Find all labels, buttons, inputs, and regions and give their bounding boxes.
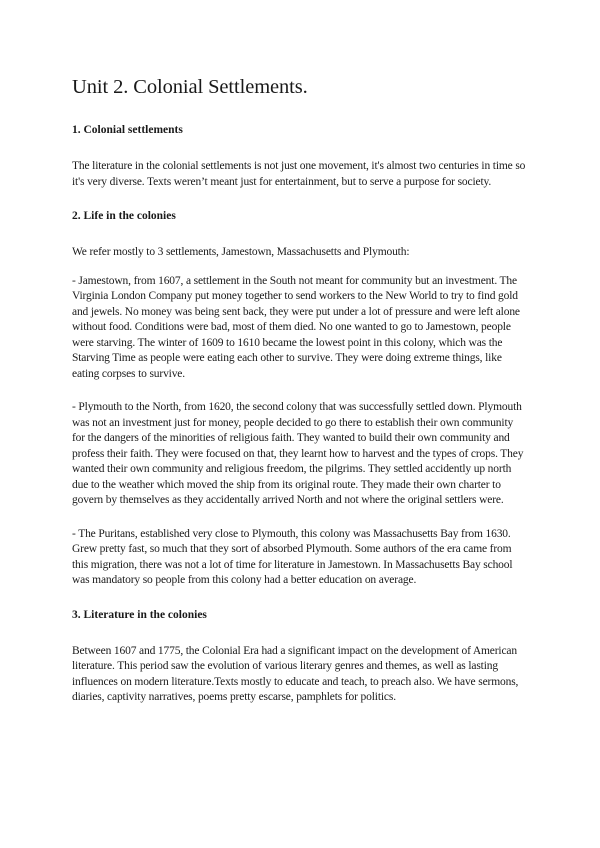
paragraph: The literature in the colonial settlements is not just one movement, it's almost two centuries in time so it's very diverse. Texts weren’t meant just for entertainment, but to serve a purpose for society. xyxy=(72,160,526,188)
section-heading-life-in-the-colonies: 2. Life in the colonies xyxy=(72,210,176,222)
paragraph: Between 1607 and 1775, the Colonial Era had a significant impact on the development of American literature. This period saw the evolution of various literary genres and themes, as well as lasting influences on modern literature.Texts mostly to educate and teach, to preach also. We have sermons, diaries, captivity narratives, poems pretty escarse, pamphlets for politics. xyxy=(72,644,519,703)
paragraph-plymouth: - Plymouth to the North, from 1620, the second colony that was successfully settled down. Plymouth was not an investment just for money, people decided to go there to establish their own community for the dangers of the minorities of religious faith. They wanted to build their own community and profess their faith. They were focused on that, they learnt how to harvest and the types of crops. They wanted their own community and religious freedom, the pilgrims. They settled accidently up north due to the weather which moved the ship from its original route. They made their own charter to govern by themselves as they accidentally arrived North and not where the original settlers were. xyxy=(72,401,524,506)
paragraph: We refer mostly to 3 settlements, Jamestown, Massachusetts and Plymouth: xyxy=(72,246,410,258)
section-heading-colonial-settlements: 1. Colonial settlements xyxy=(72,124,183,136)
section-heading-literature-in-the-colonies: 3. Literature in the colonies xyxy=(72,608,207,621)
paragraph-jamestown: - Jamestown, from 1607, a settlement in the South not meant for community but an investment. The Virginia London Company put money together to send workers to the New World to try to find gold and jewels. No money was being sent back, they were put under a lot of pressure and were left alone without food. Conditions were bad, most of them died. No one wanted to go to Jamestown, people were starving. The winter of 1609 to 1610 became the lowest point in this colony, which was the Starving Time as people were eating each other to survive. They were doing extreme things, like eating corpses to survive. xyxy=(72,274,520,380)
paragraph-puritans: - The Puritans, established very close to Plymouth, this colony was Massachusetts Bay from 1630. Grew pretty fast, so much that they sort of absorbed Plymouth. Some authors of the era came from this migration, there was not a lot of time for literature in Jamestown. In Massachusetts Bay school was mandatory so people from this colony had a better education on average. xyxy=(72,527,513,586)
page-title: Unit 2. Colonial Settlements. xyxy=(72,76,308,98)
